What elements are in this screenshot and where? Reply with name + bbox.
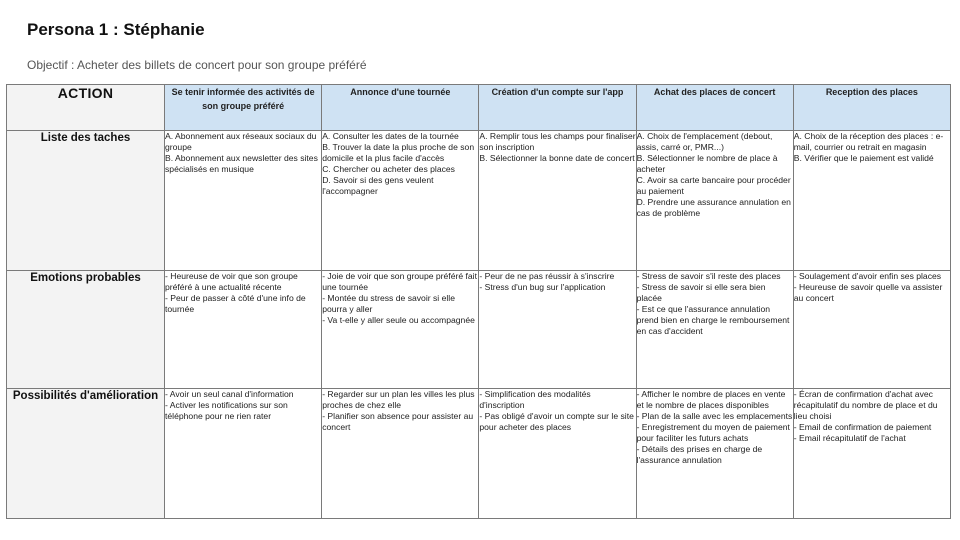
cell-line: C. Chercher ou acheter des places — [322, 164, 455, 174]
table-cell — [479, 271, 636, 389]
cell-line: - Soulagement d'avoir enfin ses places — [793, 271, 942, 281]
cell-line: - Plan de la salle avec les emplacements — [636, 411, 793, 421]
action-header: ACTION — [7, 85, 165, 131]
improvements-row — [7, 389, 951, 519]
table-cell — [322, 271, 479, 389]
emotions-row — [7, 271, 951, 389]
cell-line: - Regarder sur un plan les villes les plus proches de chez elle — [322, 389, 475, 410]
cell-line: - Avoir un seul canal d'information — [165, 389, 294, 399]
stage-header-row — [7, 85, 951, 131]
cell-line: B. Trouver la date la plus proche de son domicile et la plus facile d'accès — [322, 142, 475, 163]
cell-line: A. Choix de la réception des places : e-mail, courrier ou retrait en magasin — [793, 131, 944, 152]
cell-line: - Peur de passer à côté d'une info de tournée — [165, 293, 306, 314]
cell-line: - Email récapitulatif de l'achat — [793, 433, 906, 443]
table-cell — [165, 271, 322, 389]
cell-line: B. Vérifier que le paiement est validé — [793, 153, 934, 163]
cell-line: - Détails des prises en charge de l'assurance annulation — [636, 444, 763, 465]
cell-line: - Email de confirmation de paiement — [793, 422, 932, 432]
cell-line: - Activer les notifications sur son téléphone pour ne rien rater — [165, 400, 288, 421]
stage-header: Se tenir informée des activités de son groupe préféré — [165, 85, 322, 131]
cell-line: B. Sélectionner le nombre de place à acheter — [636, 153, 778, 174]
cell-line: - Simplification des modalités d'inscription — [479, 389, 591, 410]
table-cell — [793, 271, 950, 389]
cell-line: A. Remplir tous les champs pour finaliser son inscription — [479, 131, 636, 152]
cell-line: B. Sélectionner la bonne date de concert — [479, 153, 635, 163]
stage-header: Création d'un compte sur l'app — [479, 85, 636, 131]
objective-text: Objectif : Acheter des billets de concert pour son groupe préféré — [27, 58, 367, 72]
page-title: Persona 1 : Stéphanie — [27, 20, 205, 39]
table-cell — [793, 389, 950, 519]
cell-line: - Écran de confirmation d'achat avec récapitulatif du nombre de place et du lieu choisi — [793, 389, 938, 421]
cell-line: - Stress de savoir si elle sera bien placée — [636, 282, 766, 303]
table-cell — [322, 131, 479, 271]
cell-line: - Va t-elle y aller seule ou accompagnée — [322, 315, 475, 325]
cell-line: A. Abonnement aux réseaux sociaux du groupe — [165, 131, 317, 152]
user-journey-table — [6, 84, 951, 519]
row-label-tasks: Liste des taches — [7, 131, 165, 271]
cell-line: - Afficher le nombre de places en vente et le nombre de places disponibles — [636, 389, 786, 410]
cell-line: - Joie de voir que son groupe préféré fait une tournée — [322, 271, 477, 292]
cell-line: D. Prendre une assurance annulation en cas de problème — [636, 197, 791, 218]
cell-line: A. Consulter les dates de la tournée — [322, 131, 459, 141]
cell-line: - Planifier son absence pour assister au concert — [322, 411, 474, 432]
stage-header: Achat des places de concert — [636, 85, 793, 131]
table-cell — [322, 389, 479, 519]
cell-line: - Pas obligé d'avoir un compte sur le site pour acheter des places — [479, 411, 634, 432]
cell-line: A. Choix de l'emplacement (debout, assis, carré or, PMR...) — [636, 131, 773, 152]
cell-line: - Heureuse de savoir quelle va assister au concert — [793, 282, 943, 303]
cell-line: - Stress de savoir s'il reste des places — [636, 271, 781, 281]
cell-line: B. Abonnement aux newsletter des sites spécialisés en musique — [165, 153, 318, 174]
table-cell — [636, 389, 793, 519]
row-label-improvements: Possibilités d'amélioration — [7, 389, 165, 519]
cell-line: D. Savoir si des gens veulent l'accompagner — [322, 175, 434, 196]
table-cell — [793, 131, 950, 271]
table-cell — [165, 131, 322, 271]
cell-line: - Est ce que l'assurance annulation prend bien en charge le remboursement en cas d'accident — [636, 304, 790, 336]
table-cell — [165, 389, 322, 519]
cell-line: - Enregistrement du moyen de paiement pour faciliter les futurs achats — [636, 422, 790, 443]
stage-header: Reception des places — [793, 85, 950, 131]
table-cell — [636, 131, 793, 271]
stage-header: Annonce d'une tournée — [322, 85, 479, 131]
table-cell — [636, 271, 793, 389]
cell-line: C. Avoir sa carte bancaire pour procéder au paiement — [636, 175, 791, 196]
cell-line: - Peur de ne pas réussir à s'inscrire — [479, 271, 615, 281]
row-label-emotions: Emotions probables — [7, 271, 165, 389]
cell-line: - Montée du stress de savoir si elle pourra y aller — [322, 293, 455, 314]
table-cell — [479, 389, 636, 519]
cell-line: - Heureuse de voir que son groupe préféré à une actualité récente — [165, 271, 298, 292]
tasks-row — [7, 131, 951, 271]
cell-line: - Stress d'un bug sur l'application — [479, 282, 606, 292]
table-cell — [479, 131, 636, 271]
